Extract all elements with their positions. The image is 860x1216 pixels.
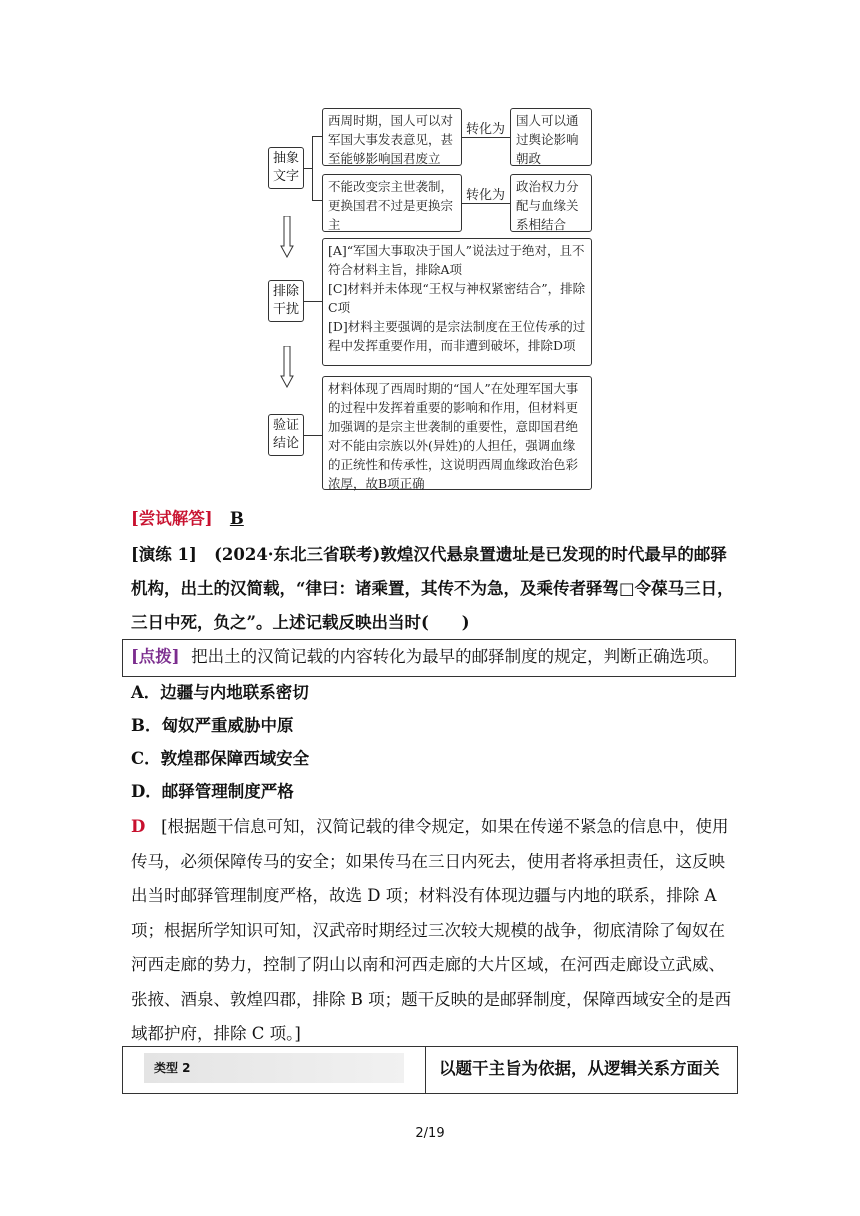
stage-exclude-interference: 排除干扰 xyxy=(268,280,304,322)
answer-value: B xyxy=(229,509,244,528)
row1-source-box: 西周时期，国人可以对军国大事发表意见，甚至能够影响国君废立 xyxy=(322,108,462,166)
row1-arrow-label: 转化为 xyxy=(466,122,506,137)
connector-line xyxy=(462,203,510,204)
answer-line xyxy=(131,505,244,533)
exercise-question xyxy=(131,538,741,640)
explanation-text: [根据题干信息可知，汉简记载的律令规定，如果在传递不紧急的信息中，使用传马，必须保障传马的安全；如果传马在三日内死去，使用者将承担责任，这反映出当时邮驿管理制度严格，故选 D 项；材料没有体现边疆与内地的联系，排除 A 项；根据所学知识可知，汉武帝时期经过三次较大规模的战争，彻底清除了匈奴在河西走廊的势力，控制了阴山以南和河西走廊的大片区域，在河西走廊设立武威、张掖、酒泉、敦煌四郡，排除 B 项；题干反映的是邮驿制度，保障西域安全的是西域都护府，排除 C 项。] xyxy=(131,817,732,1043)
connector-line xyxy=(304,301,322,302)
connector-line xyxy=(312,136,322,137)
page-number: 2/19 xyxy=(415,1126,445,1141)
connector-line xyxy=(304,435,322,436)
row2-target-box: 政治权力分配与血缘关系相结合 xyxy=(510,174,592,232)
row2-source-box: 不能改变宗主世袭制，更换国君不过是更换宗主 xyxy=(322,174,462,232)
option-b: B．匈奴严重威胁中原 xyxy=(131,716,294,735)
exercise-text: (2024·东北三省联考)敦煌汉代悬泉置遗址是已发现的时代最早的邮驿机构，出土的汉简载，“律曰：诸乘置，其传不为急，及乘传者驿驾□令葆马三日，三日中死，负之”。上述记载反映出当时( ) xyxy=(131,545,734,632)
down-arrow-icon xyxy=(280,346,294,388)
explanation xyxy=(131,810,741,1052)
type-section-title: 以题干主旨为依据，从逻辑关系方面关 xyxy=(439,1059,720,1078)
answer-label: [尝试解答] xyxy=(131,509,213,528)
type-tag-banner xyxy=(144,1053,404,1083)
option-d: D．邮驿管理制度严格 xyxy=(131,782,294,801)
verify-box: 材料体现了西周时期的“国人”在处理军国大事的过程中发挥着重要的影响和作用，但材料更加强调的是宗主世袭制的重要性，意即国君绝对不能由宗族以外(异姓)的人担任，强调血缘的正统性和传承性，这说明西周血缘政治色彩浓厚，故B项正确 xyxy=(322,376,592,490)
down-arrow-icon xyxy=(280,216,294,258)
type-tag: 类型 2 xyxy=(154,1061,191,1075)
connector-line xyxy=(312,200,322,201)
hint-text: 把出土的汉简记载的内容转化为最早的邮驿制度的规定，判断正确选项。 xyxy=(191,647,720,666)
stage-abstract-text: 抽象文字 xyxy=(268,147,304,189)
hint-line xyxy=(131,642,719,672)
exercise-label: [演练 1] xyxy=(131,545,197,564)
connector-line xyxy=(462,137,510,138)
exclude-option-c: [C]材料并未体现“王权与神权紧密结合”，排除C项 xyxy=(328,281,586,315)
connector-line xyxy=(304,168,312,169)
exclusion-box xyxy=(322,238,592,366)
option-c: C．敦煌郡保障西域安全 xyxy=(131,749,310,768)
type-divider xyxy=(425,1046,426,1094)
hint-tag: [点拨] xyxy=(131,647,180,666)
exclude-option-a: [A]“军国大事取决于国人”说法过于绝对，且不符合材料主旨，排除A项 xyxy=(328,243,585,277)
row2-arrow-label: 转化为 xyxy=(466,188,506,203)
exclude-option-d: [D]材料主要强调的是宗法制度在王位传承的过程中发挥重要作用，而非遭到破坏，排除D项 xyxy=(328,319,586,353)
row1-target-box: 国人可以通过舆论影响朝政 xyxy=(510,108,592,166)
explanation-answer: D xyxy=(131,817,146,836)
stage-verify-conclusion: 验证结论 xyxy=(268,414,304,456)
option-a: A．边疆与内地联系密切 xyxy=(131,683,309,702)
connector-line xyxy=(312,136,313,200)
